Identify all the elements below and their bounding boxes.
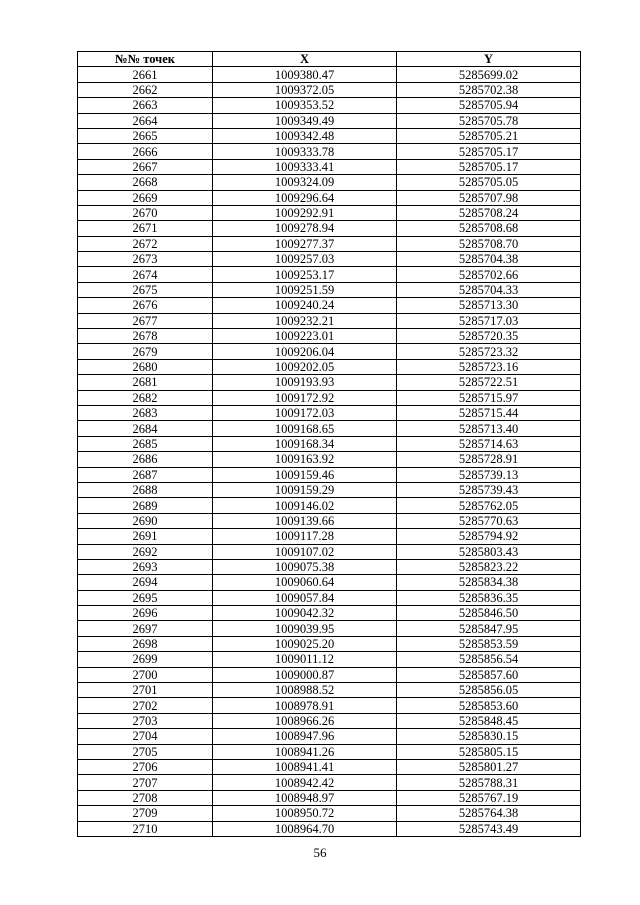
y-coordinate-cell: 5285720.35 — [397, 329, 581, 344]
point-number-cell: 2706 — [78, 759, 213, 774]
table-row — [78, 482, 581, 497]
y-coordinate-cell: 5285715.44 — [397, 405, 581, 420]
table-row — [78, 806, 581, 821]
table-row — [78, 729, 581, 744]
point-number-cell: 2673 — [78, 252, 213, 267]
x-coordinate-cell: 1008948.97 — [213, 790, 397, 805]
table-row — [78, 621, 581, 636]
y-coordinate-cell: 5285801.27 — [397, 759, 581, 774]
table-row — [78, 313, 581, 328]
y-coordinate-cell: 5285739.13 — [397, 467, 581, 482]
y-coordinate-cell: 5285705.17 — [397, 159, 581, 174]
y-coordinate-cell: 5285704.38 — [397, 252, 581, 267]
table-row — [78, 405, 581, 420]
point-number-cell: 2693 — [78, 559, 213, 574]
y-coordinate-cell: 5285739.43 — [397, 482, 581, 497]
point-number-cell: 2697 — [78, 621, 213, 636]
x-coordinate-cell: 1008941.41 — [213, 759, 397, 774]
y-coordinate-cell: 5285708.70 — [397, 236, 581, 251]
table-row — [78, 205, 581, 220]
y-coordinate-cell: 5285713.30 — [397, 298, 581, 313]
table-row — [78, 67, 581, 82]
table-row — [78, 236, 581, 251]
point-number-cell: 2710 — [78, 821, 213, 836]
point-number-cell: 2677 — [78, 313, 213, 328]
x-coordinate-cell: 1008947.96 — [213, 729, 397, 744]
y-coordinate-cell: 5285715.97 — [397, 390, 581, 405]
y-coordinate-cell: 5285803.43 — [397, 544, 581, 559]
x-coordinate-cell: 1009057.84 — [213, 590, 397, 605]
x-coordinate-cell: 1009163.92 — [213, 452, 397, 467]
point-number-cell: 2679 — [78, 344, 213, 359]
x-coordinate-cell: 1009278.94 — [213, 221, 397, 236]
table-row — [78, 144, 581, 159]
y-coordinate-cell: 5285708.24 — [397, 205, 581, 220]
y-coordinate-cell: 5285707.98 — [397, 190, 581, 205]
x-coordinate-cell: 1009172.92 — [213, 390, 397, 405]
x-coordinate-cell: 1009333.78 — [213, 144, 397, 159]
x-coordinate-cell: 1009117.28 — [213, 529, 397, 544]
table-row — [78, 329, 581, 344]
y-coordinate-cell: 5285762.05 — [397, 498, 581, 513]
point-number-cell: 2709 — [78, 806, 213, 821]
point-number-cell: 2662 — [78, 82, 213, 97]
point-number-cell: 2691 — [78, 529, 213, 544]
header-point-number: №№ точек — [78, 52, 213, 67]
y-coordinate-cell: 5285857.60 — [397, 667, 581, 682]
table-row — [78, 544, 581, 559]
table-row — [78, 252, 581, 267]
x-coordinate-cell: 1009193.93 — [213, 375, 397, 390]
table-row — [78, 82, 581, 97]
x-coordinate-cell: 1009039.95 — [213, 621, 397, 636]
y-coordinate-cell: 5285846.50 — [397, 606, 581, 621]
y-coordinate-cell: 5285713.40 — [397, 421, 581, 436]
x-coordinate-cell: 1009146.02 — [213, 498, 397, 513]
y-coordinate-cell: 5285830.15 — [397, 729, 581, 744]
y-coordinate-cell: 5285848.45 — [397, 713, 581, 728]
table-row — [78, 683, 581, 698]
page-number: 56 — [313, 845, 327, 860]
point-number-cell: 2683 — [78, 405, 213, 420]
table-row — [78, 128, 581, 143]
y-coordinate-cell: 5285705.05 — [397, 175, 581, 190]
point-number-cell: 2689 — [78, 498, 213, 513]
x-coordinate-cell: 1009253.17 — [213, 267, 397, 282]
table-row — [78, 759, 581, 774]
table-body — [78, 67, 581, 837]
table-row — [78, 359, 581, 374]
point-number-cell: 2665 — [78, 128, 213, 143]
x-coordinate-cell: 1009107.02 — [213, 544, 397, 559]
y-coordinate-cell: 5285728.91 — [397, 452, 581, 467]
table-row — [78, 636, 581, 651]
table-row — [78, 390, 581, 405]
table-row — [78, 190, 581, 205]
point-number-cell: 2708 — [78, 790, 213, 805]
point-number-cell: 2678 — [78, 329, 213, 344]
table-row — [78, 344, 581, 359]
x-coordinate-cell: 1009168.34 — [213, 436, 397, 451]
y-coordinate-cell: 5285847.95 — [397, 621, 581, 636]
x-coordinate-cell: 1009277.37 — [213, 236, 397, 251]
table-row — [78, 775, 581, 790]
x-coordinate-cell: 1009042.32 — [213, 606, 397, 621]
y-coordinate-cell: 5285794.92 — [397, 529, 581, 544]
y-coordinate-cell: 5285705.17 — [397, 144, 581, 159]
x-coordinate-cell: 1008950.72 — [213, 806, 397, 821]
point-number-cell: 2701 — [78, 683, 213, 698]
y-coordinate-cell: 5285723.32 — [397, 344, 581, 359]
point-number-cell: 2695 — [78, 590, 213, 605]
x-coordinate-cell: 1009240.24 — [213, 298, 397, 313]
point-number-cell: 2676 — [78, 298, 213, 313]
y-coordinate-cell: 5285853.60 — [397, 698, 581, 713]
point-number-cell: 2672 — [78, 236, 213, 251]
point-number-cell: 2669 — [78, 190, 213, 205]
x-coordinate-cell: 1009159.29 — [213, 482, 397, 497]
table-row — [78, 652, 581, 667]
y-coordinate-cell: 5285717.03 — [397, 313, 581, 328]
coordinates-table — [77, 51, 581, 837]
point-number-cell: 2704 — [78, 729, 213, 744]
x-coordinate-cell: 1008988.52 — [213, 683, 397, 698]
table-row — [78, 436, 581, 451]
y-coordinate-cell: 5285702.66 — [397, 267, 581, 282]
y-coordinate-cell: 5285699.02 — [397, 67, 581, 82]
y-coordinate-cell: 5285705.78 — [397, 113, 581, 128]
x-coordinate-cell: 1009139.66 — [213, 513, 397, 528]
point-number-cell: 2664 — [78, 113, 213, 128]
point-number-cell: 2661 — [78, 67, 213, 82]
point-number-cell: 2680 — [78, 359, 213, 374]
x-coordinate-cell: 1009159.46 — [213, 467, 397, 482]
x-coordinate-cell: 1009353.52 — [213, 98, 397, 113]
table-row — [78, 821, 581, 836]
x-coordinate-cell: 1009324.09 — [213, 175, 397, 190]
y-coordinate-cell: 5285856.54 — [397, 652, 581, 667]
point-number-cell: 2699 — [78, 652, 213, 667]
table-row — [78, 590, 581, 605]
point-number-cell: 2690 — [78, 513, 213, 528]
table-row — [78, 559, 581, 574]
x-coordinate-cell: 1009075.38 — [213, 559, 397, 574]
table-row — [78, 529, 581, 544]
table-row — [78, 113, 581, 128]
x-coordinate-cell: 1009296.64 — [213, 190, 397, 205]
y-coordinate-cell: 5285708.68 — [397, 221, 581, 236]
x-coordinate-cell: 1008942.42 — [213, 775, 397, 790]
point-number-cell: 2674 — [78, 267, 213, 282]
table-row — [78, 267, 581, 282]
point-number-cell: 2703 — [78, 713, 213, 728]
table-row — [78, 221, 581, 236]
y-coordinate-cell: 5285722.51 — [397, 375, 581, 390]
x-coordinate-cell: 1008964.70 — [213, 821, 397, 836]
point-number-cell: 2692 — [78, 544, 213, 559]
x-coordinate-cell: 1009025.20 — [213, 636, 397, 651]
point-number-cell: 2707 — [78, 775, 213, 790]
table-row — [78, 298, 581, 313]
x-coordinate-cell: 1009168.65 — [213, 421, 397, 436]
table-row — [78, 467, 581, 482]
y-coordinate-cell: 5285836.35 — [397, 590, 581, 605]
point-number-cell: 2671 — [78, 221, 213, 236]
y-coordinate-cell: 5285714.63 — [397, 436, 581, 451]
x-coordinate-cell: 1009380.47 — [213, 67, 397, 82]
table-row — [78, 375, 581, 390]
point-number-cell: 2687 — [78, 467, 213, 482]
point-number-cell: 2694 — [78, 575, 213, 590]
y-coordinate-cell: 5285856.05 — [397, 683, 581, 698]
x-coordinate-cell: 1009206.04 — [213, 344, 397, 359]
x-coordinate-cell: 1009232.21 — [213, 313, 397, 328]
table-row — [78, 421, 581, 436]
point-number-cell: 2698 — [78, 636, 213, 651]
table-header-row — [78, 52, 581, 67]
y-coordinate-cell: 5285770.63 — [397, 513, 581, 528]
x-coordinate-cell: 1009342.48 — [213, 128, 397, 143]
table-row — [78, 744, 581, 759]
y-coordinate-cell: 5285767.19 — [397, 790, 581, 805]
table-row — [78, 175, 581, 190]
point-number-cell: 2702 — [78, 698, 213, 713]
x-coordinate-cell: 1008966.26 — [213, 713, 397, 728]
header-x: X — [213, 52, 397, 67]
x-coordinate-cell: 1008978.91 — [213, 698, 397, 713]
y-coordinate-cell: 5285705.21 — [397, 128, 581, 143]
y-coordinate-cell: 5285805.15 — [397, 744, 581, 759]
point-number-cell: 2682 — [78, 390, 213, 405]
x-coordinate-cell: 1009060.64 — [213, 575, 397, 590]
point-number-cell: 2663 — [78, 98, 213, 113]
point-number-cell: 2668 — [78, 175, 213, 190]
x-coordinate-cell: 1009349.49 — [213, 113, 397, 128]
point-number-cell: 2684 — [78, 421, 213, 436]
x-coordinate-cell: 1009000.87 — [213, 667, 397, 682]
table-row — [78, 159, 581, 174]
table-row — [78, 98, 581, 113]
point-number-cell: 2705 — [78, 744, 213, 759]
table-row — [78, 606, 581, 621]
y-coordinate-cell: 5285853.59 — [397, 636, 581, 651]
x-coordinate-cell: 1009172.03 — [213, 405, 397, 420]
header-y: Y — [397, 52, 581, 67]
point-number-cell: 2696 — [78, 606, 213, 621]
y-coordinate-cell: 5285702.38 — [397, 82, 581, 97]
y-coordinate-cell: 5285823.22 — [397, 559, 581, 574]
table-row — [78, 713, 581, 728]
point-number-cell: 2700 — [78, 667, 213, 682]
x-coordinate-cell: 1009257.03 — [213, 252, 397, 267]
table-row — [78, 513, 581, 528]
point-number-cell: 2681 — [78, 375, 213, 390]
point-number-cell: 2686 — [78, 452, 213, 467]
point-number-cell: 2670 — [78, 205, 213, 220]
table-row — [78, 667, 581, 682]
point-number-cell: 2666 — [78, 144, 213, 159]
point-number-cell: 2688 — [78, 482, 213, 497]
y-coordinate-cell: 5285723.16 — [397, 359, 581, 374]
table-row — [78, 498, 581, 513]
y-coordinate-cell: 5285705.94 — [397, 98, 581, 113]
point-number-cell: 2667 — [78, 159, 213, 174]
y-coordinate-cell: 5285743.49 — [397, 821, 581, 836]
x-coordinate-cell: 1009223.01 — [213, 329, 397, 344]
y-coordinate-cell: 5285764.38 — [397, 806, 581, 821]
point-number-cell: 2675 — [78, 282, 213, 297]
x-coordinate-cell: 1009372.05 — [213, 82, 397, 97]
y-coordinate-cell: 5285788.31 — [397, 775, 581, 790]
x-coordinate-cell: 1009333.41 — [213, 159, 397, 174]
y-coordinate-cell: 5285704.33 — [397, 282, 581, 297]
x-coordinate-cell: 1009251.59 — [213, 282, 397, 297]
table-row — [78, 790, 581, 805]
table-row — [78, 452, 581, 467]
table-row — [78, 282, 581, 297]
table-row — [78, 698, 581, 713]
x-coordinate-cell: 1008941.26 — [213, 744, 397, 759]
x-coordinate-cell: 1009292.91 — [213, 205, 397, 220]
y-coordinate-cell: 5285834.38 — [397, 575, 581, 590]
x-coordinate-cell: 1009011.12 — [213, 652, 397, 667]
table-row — [78, 575, 581, 590]
x-coordinate-cell: 1009202.05 — [213, 359, 397, 374]
point-number-cell: 2685 — [78, 436, 213, 451]
